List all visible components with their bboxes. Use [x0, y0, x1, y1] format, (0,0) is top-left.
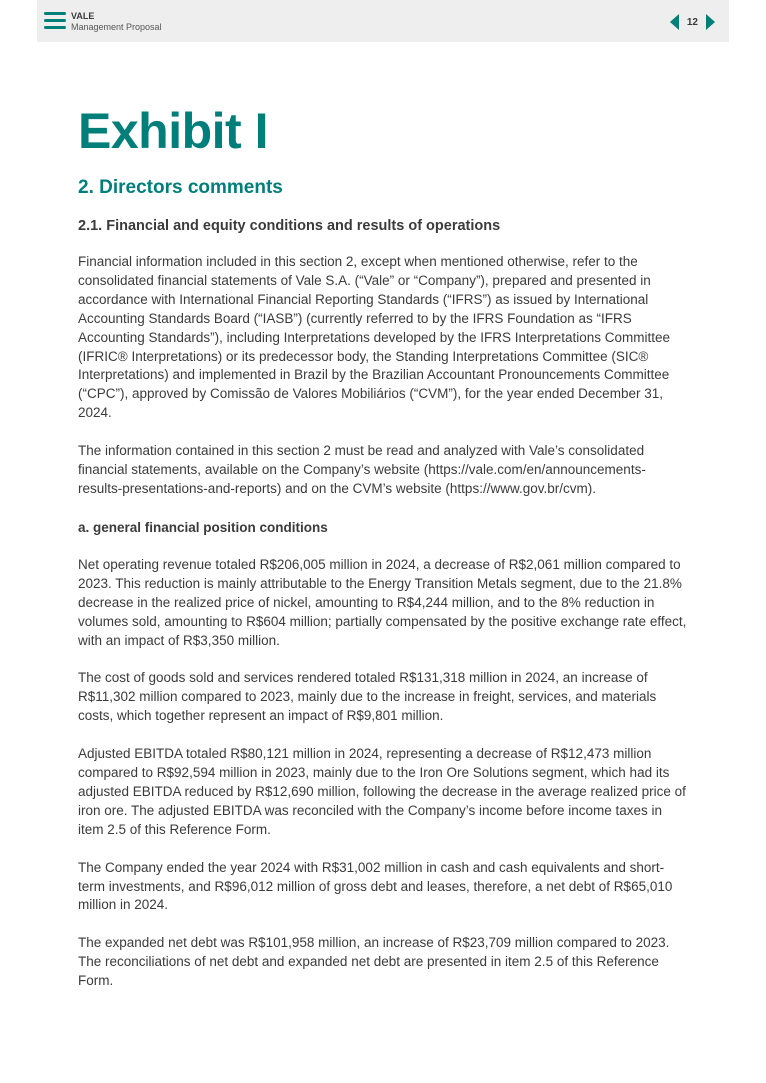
section-title: 2. Directors comments — [78, 177, 283, 198]
item-a-title: a. general financial position conditions — [78, 519, 328, 535]
exhibit-title: Exhibit I — [78, 103, 268, 159]
paragraph-cost: The cost of goods sold and services rendered totaled R$131,318 million in 2024, an increase of R$11,302 million compared to 2023, mainly due to the increase in freight, services, and materials costs, which together represent an impact of R$9,801 million. — [78, 670, 657, 724]
menu-icon[interactable] — [44, 12, 66, 29]
paragraph-reference: The information contained in this section 2 must be read and analyzed with Vale’s consolidated financial statements, available on the Company’s website (https://vale.com/en/announcements-results-presentations-and-reports) and on the CVM’s website (https://www.gov.br/cvm). — [78, 443, 646, 496]
brand-name: VALE — [71, 11, 95, 21]
paragraph-intro: Financial information included in this section 2, except when mentioned otherwise, refer to the consolidated financial statements of Vale S.A. (“Vale” or “Company”), prepared and presented in accordance with International Financial Reporting Standards (“IFRS”) as issued by International Accounting Standards Board (“IASB”) (currently referred to by the IFRS Foundation as “IFRS Accounting Standards”), including Interpretations developed by the IFRS Interpretations Committee (IFRIC® Interpretations) or its predecessor body, the Standing Interpretations Committee (SIC® Interpretations) and implemented in Brazil by the Brazilian Accountant Pronouncements Committee (“CPC”), approved by Comissão de Valores Mobiliários (“CVM”), for the year ended December 31, 2024. — [78, 254, 671, 421]
previous-page-icon[interactable] — [670, 14, 679, 30]
brand-subtitle: Management Proposal — [71, 22, 162, 32]
brand — [71, 11, 162, 33]
document-content — [78, 100, 690, 991]
pager — [670, 14, 715, 30]
subsection-title: 2.1. Financial and equity conditions and results of operations — [78, 218, 501, 234]
top-bar — [37, 0, 729, 42]
page-number: 12 — [686, 16, 698, 28]
paragraph-cash: The Company ended the year 2024 with R$31,002 million in cash and cash equivalents and short-term investments, and R$96,012 million of gross debt and leases, therefore, a net debt of R$65,010 million in 2024. — [78, 859, 673, 913]
paragraph-ebitda: Adjusted EBITDA totaled R$80,121 million in 2024, representing a decrease of R$12,473 million compared to R$92,594 million in 2023, mainly due to the Iron Ore Solutions segment, which had its adjusted EBITDA reduced by R$12,690 million, following the decrease in the average realized price of iron ore. The adjusted EBITDA was reconciled with the Company’s income before income taxes in item 2.5 of this Reference Form. — [78, 746, 686, 837]
paragraph-revenue: Net operating revenue totaled R$206,005 million in 2024, a decrease of R$2,061 million compared to 2023. This reduction is mainly attributable to the Energy Transition Metals segment, due to the 21.8% decrease in the realized price of nickel, amounting to R$4,244 million, and to the 8% reduction in volumes sold, amounting to R$604 million; partially compensated by the positive exchange rate effect, with an impact of R$3,350 million. — [78, 556, 687, 648]
next-page-icon[interactable] — [706, 14, 715, 30]
paragraph-net-debt: The expanded net debt was R$101,958 million, an increase of R$23,709 million compared to 2023. The reconciliations of net debt and expanded net debt are presented in item 2.5 of this Reference Form. — [78, 935, 670, 989]
